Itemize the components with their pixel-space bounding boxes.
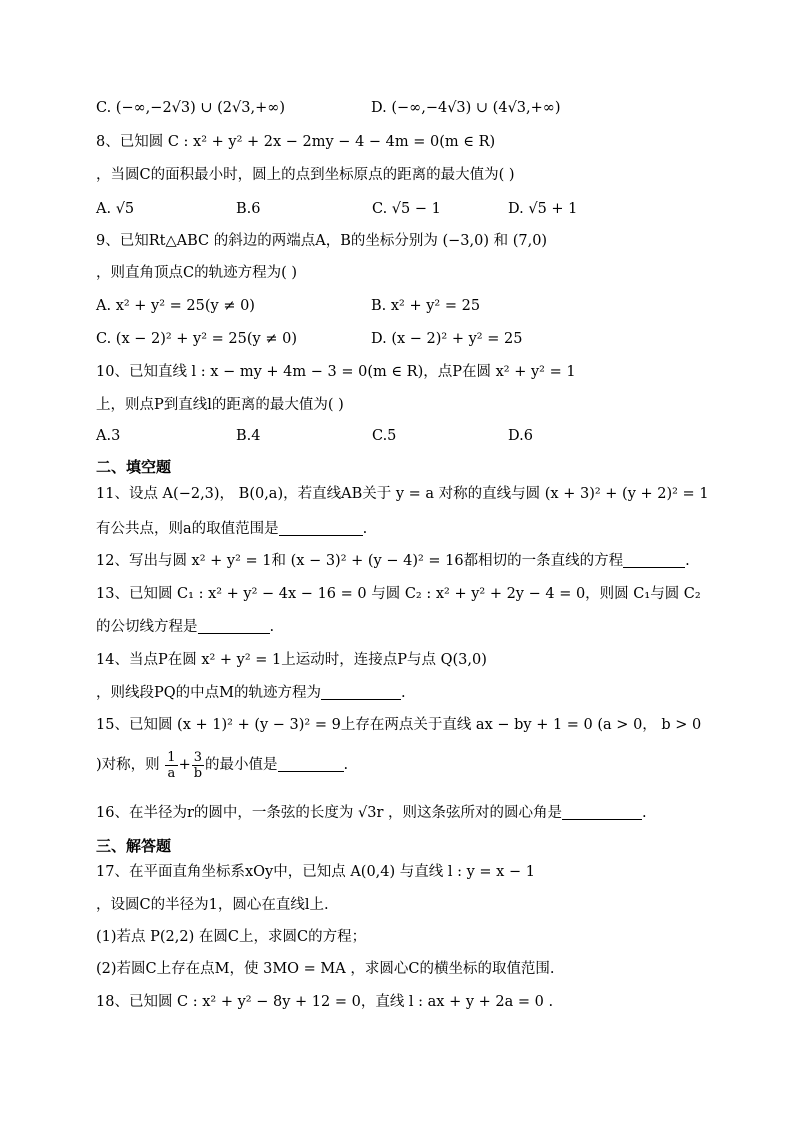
- question-8-stem: 8、已知圆 C : x² + y² + 2x − 2my − 4 − 4m = 0(m ∈ R): [96, 134, 496, 150]
- question-17-part-2: (2)若圆C上存在点M，使 3MO = MA ，求圆心C的横坐标的取值范围.: [96, 961, 555, 977]
- answer-blank[interactable]: [279, 521, 363, 536]
- option-a: A. x² + y² = 25(y ≠ 0): [96, 298, 255, 314]
- answer-blank[interactable]: [278, 757, 344, 772]
- question-9-stem-cont: ，则直角顶点C的轨迹方程为( ): [96, 265, 298, 281]
- option-b: B.6: [236, 201, 261, 217]
- option-b: B.4: [236, 428, 261, 444]
- option-d: D. √5 + 1: [508, 201, 578, 217]
- question-18-stem: 18、已知圆 C : x² + y² − 8y + 12 = 0，直线 l : ax + y + 2a = 0 .: [96, 994, 554, 1010]
- option-d: D. (x − 2)² + y² = 25: [371, 331, 523, 347]
- option-c: C. √5 − 1: [372, 201, 441, 217]
- question-10-stem: 10、已知直线 l : x − my + 4m − 3 = 0(m ∈ R)，点P在圆 x² + y² = 1: [96, 364, 576, 380]
- question-16: 16、在半径为r的圆中，一条弦的长度为 √3r ，则这条弦所对的圆心角是 .: [96, 805, 647, 821]
- option-d: D.6: [508, 428, 533, 444]
- option-c: C. (x − 2)² + y² = 25(y ≠ 0): [96, 331, 297, 347]
- question-17-part-1: (1)若点 P(2,2) 在圆C上，求圆C的方程；: [96, 929, 367, 945]
- question-13-stem-cont: 的公切线方程是 .: [96, 619, 275, 635]
- question-9-stem: 9、已知Rt△ABC 的斜边的两端点A，B的坐标分别为 (−3,0) 和 (7,0): [96, 233, 548, 249]
- question-13-stem: 13、已知圆 C₁ : x² + y² − 4x − 16 = 0 与圆 C₂ : x² + y² + 2y − 4 = 0，则圆 C₁与圆 C₂: [96, 586, 701, 602]
- question-10-stem-cont: 上，则点P到直线l的距离的最大值为( ): [96, 397, 344, 413]
- option-d: D. (−∞,−4√3) ∪ (4√3,+∞): [371, 100, 561, 116]
- question-11-stem-cont: 有公共点，则a的取值范围是 .: [96, 521, 368, 537]
- answer-blank[interactable]: [562, 805, 642, 820]
- question-17-stem-cont: ，设圆C的半径为1，圆心在直线l上.: [96, 897, 329, 913]
- question-12: 12、写出与圆 x² + y² = 1和 (x − 3)² + (y − 4)² = 16都相切的一条直线的方程 .: [96, 553, 690, 569]
- section-heading-fill-in: 二、填空题: [96, 458, 172, 476]
- answer-blank[interactable]: [321, 685, 401, 700]
- question-17-stem: 17、在平面直角坐标系xOy中，已知点 A(0,4) 与直线 l : y = x − 1: [96, 864, 535, 880]
- answer-blank[interactable]: [198, 619, 270, 634]
- option-b: B. x² + y² = 25: [371, 298, 481, 314]
- option-a: A. √5: [96, 201, 135, 217]
- option-c: C. (−∞,−2√3) ∪ (2√3,+∞): [96, 100, 285, 116]
- question-8-stem-cont: ，当圆C的面积最小时，圆上的点到坐标原点的距离的最大值为( ): [96, 167, 515, 183]
- question-15-stem-cont: )对称，则 $\frac{1}{a}$ + $\frac{3}{b}$ 的最小值是 .: [96, 749, 349, 781]
- fraction-one-over-a: $\frac{1}{a}$: [167, 749, 176, 781]
- fraction-three-over-b: $\frac{3}{b}$: [193, 749, 203, 781]
- question-11-stem: 11、设点 A(−2,3)， B(0,a)，若直线AB关于 y = a 对称的直线与圆 (x + 3)² + (y + 2)² = 1: [96, 486, 709, 502]
- question-14-stem: 14、当点P在圆 x² + y² = 1上运动时，连接点P与点 Q(3,0): [96, 652, 487, 668]
- option-c: C.5: [372, 428, 397, 444]
- answer-blank[interactable]: [623, 553, 685, 568]
- question-15-stem: 15、已知圆 (x + 1)² + (y − 3)² = 9上存在两点关于直线 ax − by + 1 = 0 (a > 0， b > 0: [96, 717, 702, 733]
- option-a: A.3: [96, 428, 121, 444]
- section-heading-solutions: 三、解答题: [96, 837, 172, 855]
- question-14-stem-cont: ，则线段PQ的中点M的轨迹方程为 .: [96, 685, 406, 701]
